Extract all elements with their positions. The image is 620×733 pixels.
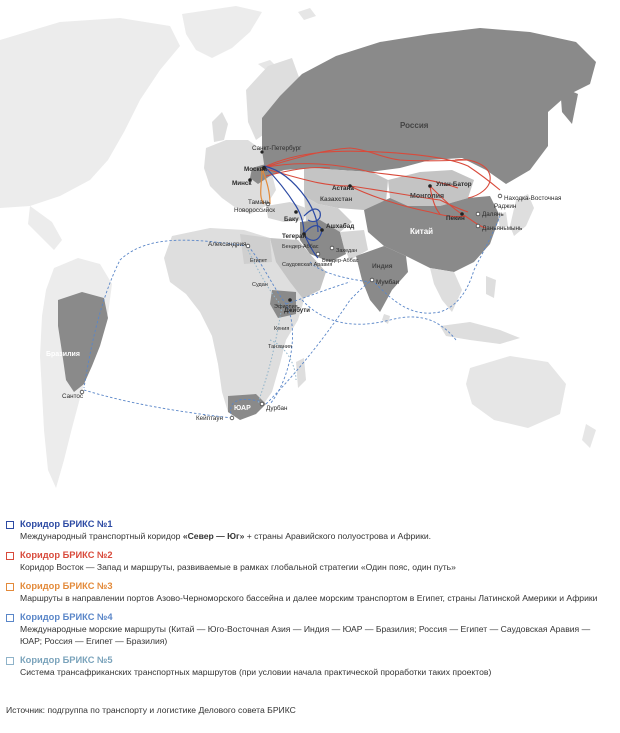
label-ulaanbaatar: Улан-Батор [436,181,472,188]
label-south-africa: ЮАР [234,405,251,412]
legend-description: Коридор Восток — Запад и маршруты, развиваемые в рамках глобальной стратегии «Один пояс, один путь» [20,562,456,572]
north-america [0,18,180,208]
sri-lanka [382,314,390,324]
legend [6,518,606,685]
legend-item-corridor-5 [6,654,606,678]
label-baku: Баку [284,216,299,223]
legend-item-corridor-1 [6,518,606,542]
label-ashgabat: Ашхабад [326,223,355,230]
svalbard [298,8,316,20]
legend-swatch [6,583,14,591]
label-minsk: Минск [232,180,252,187]
label-brazil: Бразилия [46,351,80,358]
central-america [28,206,62,250]
legend-description: Международный транспортный коридор «Север — Юг» + страны Аравийского полуострова и Африки. [20,531,432,541]
legend-title: Коридор БРИКС №3 [20,581,113,591]
label-tanzania: Танзания [268,344,292,350]
indochina [430,268,462,312]
philippines [486,276,496,298]
label-danyanmyn: Даньяньмынь [482,225,523,232]
kamchatka [560,86,578,124]
label-nakhodka: Находка-Восточная [504,195,562,202]
label-russia: Россия [400,121,429,130]
greenland [182,6,262,58]
label-alexandria: Александрия [208,241,247,248]
label-astana: Астана [332,185,354,192]
legend-title: Коридор БРИКС №4 [20,612,113,622]
label-ethiopia: Эфиопия [274,304,298,310]
label-kenya: Кения [274,326,290,332]
legend-title: Коридор БРИКС №5 [20,655,113,665]
label-durban: Дурбан [266,405,288,412]
legend-description: Система трансафриканских транспортных маршрутов (при условии начала практической проработки таких проектов) [20,667,492,677]
label-beijing: Пекин [446,215,465,222]
legend-swatch [6,552,14,560]
legend-item-corridor-4 [6,611,606,647]
legend-swatch [6,657,14,665]
label-spb: Санкт-Петербург [252,145,302,152]
label-santos: Сантос [62,393,84,400]
legend-item-corridor-2 [6,549,606,573]
label-saudi-arabia: Саудовская Аравия [282,262,333,268]
legend-swatch [6,521,14,529]
label-egypt: Египет [250,258,268,264]
legend-swatch [6,614,14,622]
legend-description: Маршруты в направлении портов Азово-Черноморского бассейна и далее морским транспортом в Египет, страны Латинской Америки и Африки [20,593,598,603]
label-kazakhstan: Казахстан [320,196,353,203]
legend-title: Коридор БРИКС №2 [20,550,113,560]
label-chabahar: Бендер-Аббас [322,258,359,264]
madagascar [296,358,306,388]
label-rajin: Раджин [494,203,517,210]
label-dalian: Далянь [482,211,504,218]
label-tehran: Тегеран [282,233,307,240]
legend-title: Коридор БРИКС №1 [20,519,113,529]
label-moscow: Москва [244,166,267,173]
label-mumbai: Мумбаи [376,279,400,286]
label-cape-town: Кейптаун [196,415,223,422]
label-novorossiysk: Новороссийск [234,207,276,214]
source-note: Источник: подгруппа по транспорту и логистике Делового совета БРИКС [6,705,296,715]
label-zahedan: Захедан [336,248,358,254]
indonesia [440,322,520,344]
label-china: Китай [410,227,434,236]
legend-description: Международные морские маршруты (Китай — Юго-Восточная Азия — Индия — ЮАР — Бразилия; Россия — Египет — Саудовская Аравия — ЮАР; Россия — Египет — Бразилия) [20,624,591,646]
legend-item-corridor-3 [6,580,606,604]
label-bender-abbas: Бендер-Аббас [282,244,319,250]
label-sudan: Судан [252,282,268,288]
label-india: Индия [372,263,393,270]
british-isles [212,112,228,142]
new-zealand [582,424,596,448]
label-mongolia: Монголия [410,193,445,200]
australia [466,356,566,428]
label-taman: Тамань [248,199,270,206]
label-djibouti: Джибути [284,308,310,314]
